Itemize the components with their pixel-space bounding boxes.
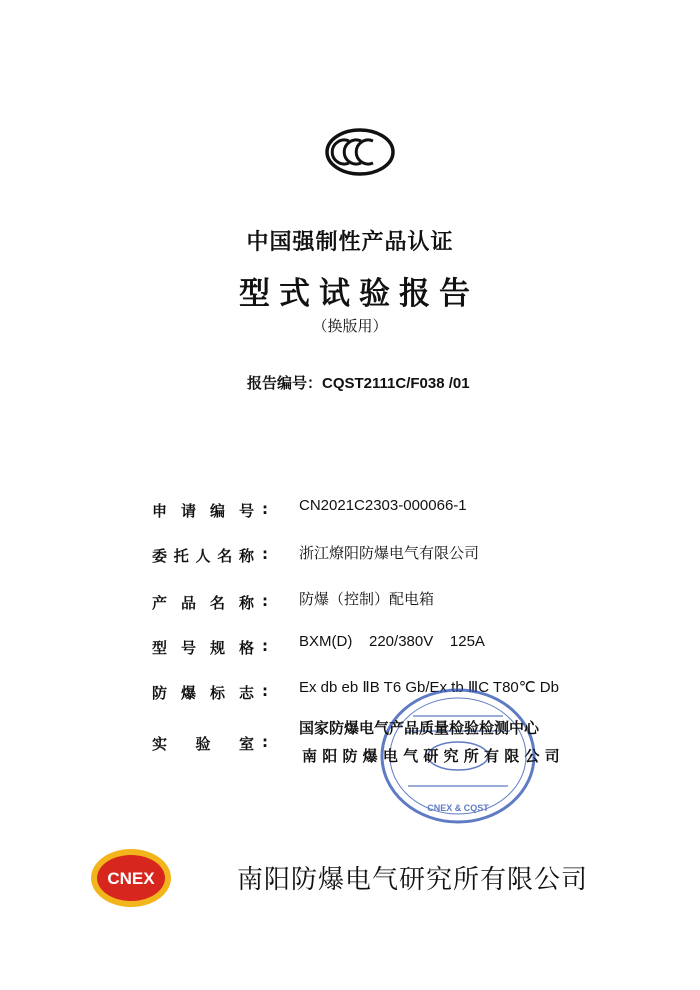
field-colon: : [262,682,268,700]
ccc-certification-logo [325,127,395,177]
field-value: 浙江燎阳防爆电气有限公司 [299,544,480,562]
svg-text:CNEX & CQST: CNEX & CQST [427,803,489,813]
field-colon: : [262,500,268,518]
field-label: 实 验 室 [152,735,254,753]
report-number [247,372,470,393]
field-label: 产 品 名 称 [152,594,254,612]
field-colon: : [262,592,268,610]
field-label: 委 托 人 名 称 [152,547,254,565]
document-title-line1: 中国强制性产品认证 [246,230,454,255]
field-value-line1: 国家防爆电气产品质量检验检测中心 [299,719,540,737]
field-colon: : [262,545,268,563]
svg-text:CNEX: CNEX [107,869,155,888]
field-label: 申 请 编 号 [152,502,254,520]
field-value: BXM(D) 220/380V 125A [299,633,485,650]
report-number-value: CQST2111C/F038 /01 [322,375,470,392]
field-label: 防 爆 标 志 [152,684,254,702]
report-number-label: 报告编号： [247,374,323,392]
field-colon: : [262,637,268,655]
field-value: CN2021C2303-000066-1 [299,497,467,514]
document-title-line2: 型式试验报告 [239,276,479,312]
field-colon: : [262,733,268,751]
company-name-footer: 南阳防爆电气研究所有限公司 [237,865,589,895]
field-label: 型 号 规 格 [152,639,254,657]
document-subtitle: （换版用） [312,317,388,335]
field-value-line2: 南 阳 防 爆 电 气 研 究 所 有 限 公 司 [302,747,560,765]
cnex-logo [90,848,172,908]
field-value: 防爆（控制）配电箱 [299,590,435,608]
field-value: Ex db eb ⅡB T6 Gb/Ex tb ⅢC T80℃ Db [299,679,559,696]
